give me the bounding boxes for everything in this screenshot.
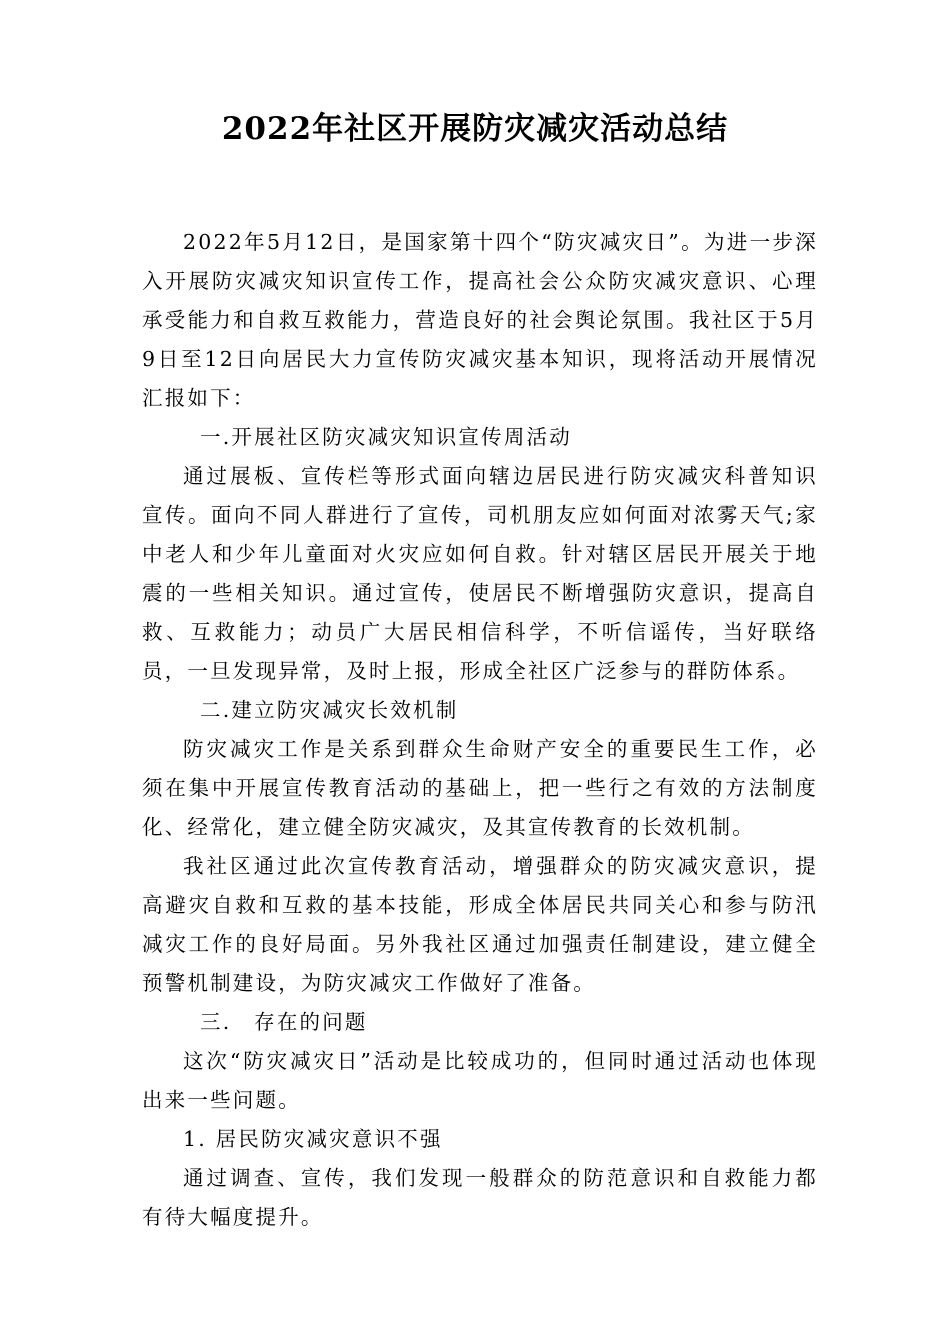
intro-paragraph: 2022年5月12日，是国家第十四个“防灾减灾日”。为进一步深入开展防灾减灾知识宣传工作，提高社会公众防灾减灾意识、心理承受能力和自救互救能力，营造良好的社会舆论氛围。我社区于5月9日至12日向居民大力宣传防灾减灾基本知识，现将活动开展情况汇报如下： <box>142 230 818 410</box>
section-heading-2: 二.建立防灾减灾长效机制 <box>200 698 459 722</box>
section-heading-3: 三. 存在的问题 <box>200 1010 368 1034</box>
document-body <box>142 223 818 1237</box>
subheading-1-paragraph: 通过调查、宣传，我们发现一般群众的防范意识和自救能力都有待大幅度提升。 <box>142 1166 818 1229</box>
section-heading-1: 一.开展社区防灾减灾知识宣传周活动 <box>200 425 572 449</box>
subheading-1: 1. 居民防灾减灾意识不强 <box>183 1127 443 1151</box>
section-2-paragraph-2: 我社区通过此次宣传教育活动，增强群众的防灾减灾意识，提高避灾自救和互救的基本技能，形成全体居民共同关心和参与防汛减灾工作的良好局面。另外我社区通过加强责任制建设，建立健全预警机制建设，为防灾减灾工作做好了准备。 <box>142 854 818 995</box>
section-3-paragraph: 这次“防灾减灾日”活动是比较成功的，但同时通过活动也体现出来一些问题。 <box>142 1049 818 1112</box>
section-1-paragraph: 通过展板、宣传栏等形式面向辖边居民进行防灾减灾科普知识宣传。面向不同人群进行了宣传，司机朋友应如何面对浓雾天气;家中老人和少年儿童面对火灾应如何自救。针对辖区居民开展关于地震的一些相关知识。通过宣传，使居民不断增强防灾意识，提高自救、互救能力；动员广大居民相信科学，不听信谣传，当好联络员，一旦发现异常，及时上报，形成全社区广泛参与的群防体系。 <box>142 464 818 683</box>
section-2-paragraph-1: 防灾减灾工作是关系到群众生命财产安全的重要民生工作，必须在集中开展宣传教育活动的基础上，把一些行之有效的方法制度化、经常化，建立健全防灾减灾，及其宣传教育的长效机制。 <box>142 737 818 839</box>
document-title: 2022年社区开展防灾减灾活动总结 <box>221 111 729 147</box>
